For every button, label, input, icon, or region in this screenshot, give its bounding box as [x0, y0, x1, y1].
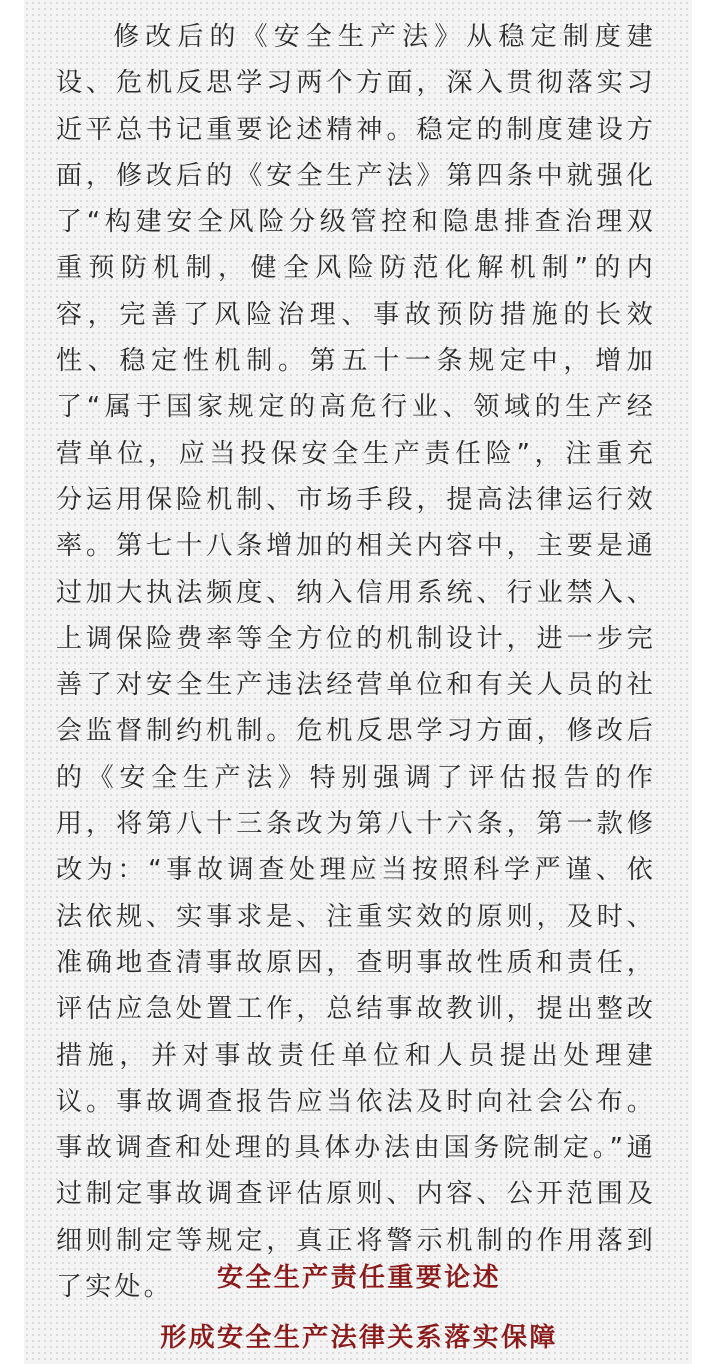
section-heading-line-1: 安全生产责任重要论述 [216, 1263, 501, 1293]
section-heading [0, 1258, 718, 1364]
section-heading-line-2: 形成安全生产法律关系落实保障 [160, 1323, 558, 1353]
article-paragraph: 修改后的《安全生产法》从稳定制度建设、危机反思学习两个方面，深入贯彻落实习近平总书记重要论述精神。稳定的制度建设方面，修改后的《安全生产法》第四条中就强化了“构建安全风险分级管控和隐患排查治理双重预防机制，健全风险防范化解机制”的内容，完善了风险治理、事故预防措施的长效性、稳定性机制。第五十一条规定中，增加了“属于国家规定的高危行业、领域的生产经营单位，应当投保安全生产责任险”，注重充分运用保险机制、市场手段，提高法律运行效率。第七十八条增加的相关内容中，主要是通过加大执法频度、纳入信用系统、行业禁入、上调保险费率等全方位的机制设计，进一步完善了对安全生产违法经营单位和有关人员的社会监督制约机制。危机反思学习方面，修改后的《安全生产法》特别强调了评估报告的作用，将第八十三条改为第八十六条，第一款修改为：“事故调查处理应当按照科学严谨、依法依规、实事求是、注重实效的原则，及时、准确地查清事故原因，查明事故性质和责任，评估应急处置工作，总结事故教训，提出整改措施，并对事故责任单位和人员提出处理建议。事故调查报告应当依法及时向社会公布。事故调查和处理的具体办法由国务院制定。”通过制定事故调查评估原则、内容、公开范围及细则制定等规定，真正将警示机制的作用落到了实处。 [56, 22, 656, 1303]
